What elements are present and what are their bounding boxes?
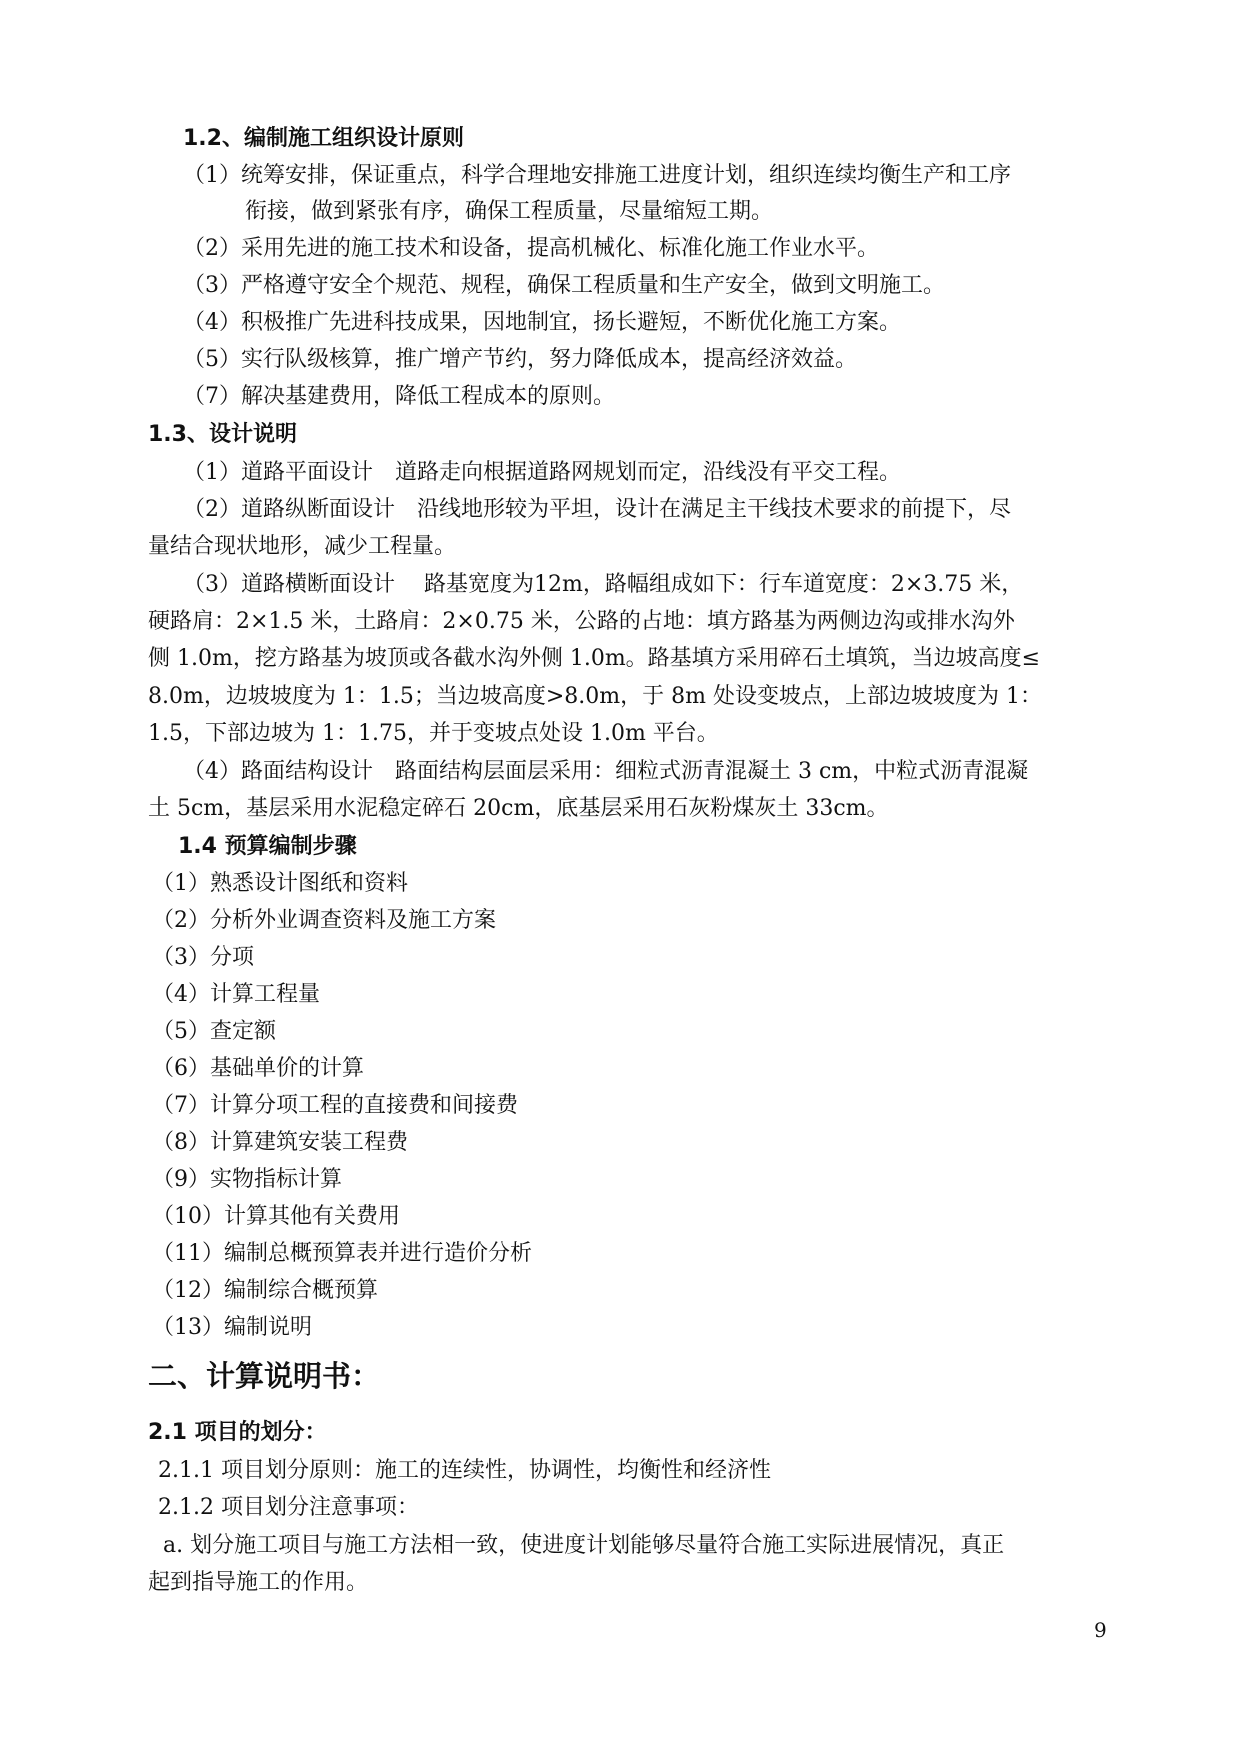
- list-item: （2）分析外业调查资料及施工方案: [152, 908, 496, 933]
- paragraph-line: （7）解决基建费用，降低工程成本的原则。: [183, 384, 615, 409]
- list-item: （12）编制综合概预算: [152, 1278, 378, 1303]
- paragraph-line: （3）严格遵守安全个规范、规程，确保工程质量和生产安全，做到文明施工。: [183, 273, 945, 298]
- paragraph-line: （1）道路平面设计 道路走向根据道路网规划而定，沿线没有平交工程。: [183, 460, 901, 485]
- paragraph-line: 土 5cm，基层采用水泥稳定碎石 20cm，底基层采用石灰粉煤灰土 33cm。: [148, 796, 889, 821]
- list-item: （5）查定额: [152, 1019, 276, 1044]
- list-item: （3）分项: [152, 945, 254, 970]
- paragraph-line: 2.1.2 项目划分注意事项：: [158, 1495, 419, 1520]
- paragraph-line: 衔接，做到紧张有序，确保工程质量，尽量缩短工期。: [245, 199, 774, 224]
- paragraph-line: （4）积极推广先进科技成果，因地制宜，扬长避短，不断优化施工方案。: [183, 310, 901, 335]
- paragraph-line: 1.5，下部边坡为 1：1.75，并于变坡点处设 1.0m 平台。: [148, 721, 719, 746]
- list-item: （13）编制说明: [152, 1315, 312, 1340]
- list-item: （8）计算建筑安装工程费: [152, 1130, 408, 1155]
- paragraph-line: （2）采用先进的施工技术和设备，提高机械化、标准化施工作业水平。: [183, 236, 879, 261]
- list-item: （9）实物指标计算: [152, 1167, 342, 1192]
- paragraph-line: 量结合现状地形，减少工程量。: [148, 534, 457, 559]
- page-number: 9: [1094, 1618, 1107, 1642]
- list-item: （4）计算工程量: [152, 982, 320, 1007]
- section-heading-1-4: 1.4 预算编制步骤: [178, 834, 357, 859]
- paragraph-line: （3）道路横断面设计 路基宽度为12m，路幅组成如下：行车道宽度：2×3.75 米，: [183, 572, 1024, 597]
- section-heading-1-3: 1.3、设计说明: [148, 422, 297, 447]
- paragraph-line: 8.0m，边坡坡度为 1：1.5；当边坡高度>8.0m，于 8m 处设变坡点，上部边坡坡度为 1：: [148, 684, 1042, 709]
- section-heading-1-2: 1.2、编制施工组织设计原则: [183, 126, 464, 151]
- paragraph-line: （1）统筹安排，保证重点，科学合理地安排施工进度计划，组织连续均衡生产和工序: [183, 163, 1011, 188]
- paragraph-line: 侧 1.0m，挖方路基为坡顶或各截水沟外侧 1.0m。路基填方采用碎石土填筑，当边坡高度≤: [148, 646, 1041, 671]
- list-item: （11）编制总概预算表并进行造价分析: [152, 1241, 532, 1266]
- paragraph-line: 起到指导施工的作用。: [148, 1570, 369, 1595]
- paragraph-line: a. 划分施工项目与施工方法相一致，使进度计划能够尽量符合施工实际进展情况，真正: [163, 1533, 1005, 1558]
- paragraph-line: （5）实行队级核算，推广增产节约，努力降低成本，提高经济效益。: [183, 347, 857, 372]
- paragraph-line: （2）道路纵断面设计 沿线地形较为平坦，设计在满足主干线技术要求的前提下，尽: [183, 497, 1011, 522]
- list-item: （10）计算其他有关费用: [152, 1204, 400, 1229]
- list-item: （7）计算分项工程的直接费和间接费: [152, 1093, 518, 1118]
- paragraph-line: 2.1.1 项目划分原则：施工的连续性，协调性，均衡性和经济性: [158, 1458, 771, 1483]
- chapter-heading: 二、计算说明书：: [148, 1359, 381, 1393]
- list-item: （6）基础单价的计算: [152, 1056, 364, 1081]
- paragraph-line: 硬路肩：2×1.5 米，土路肩：2×0.75 米，公路的占地：填方路基为两侧边沟或排水沟外: [148, 609, 1015, 634]
- list-item: （1）熟悉设计图纸和资料: [152, 871, 408, 896]
- section-heading-2-1: 2.1 项目的划分：: [148, 1420, 327, 1445]
- paragraph-line: （4）路面结构设计 路面结构层面层采用：细粒式沥青混凝土 3 cm，中粒式沥青混凝: [183, 759, 1029, 784]
